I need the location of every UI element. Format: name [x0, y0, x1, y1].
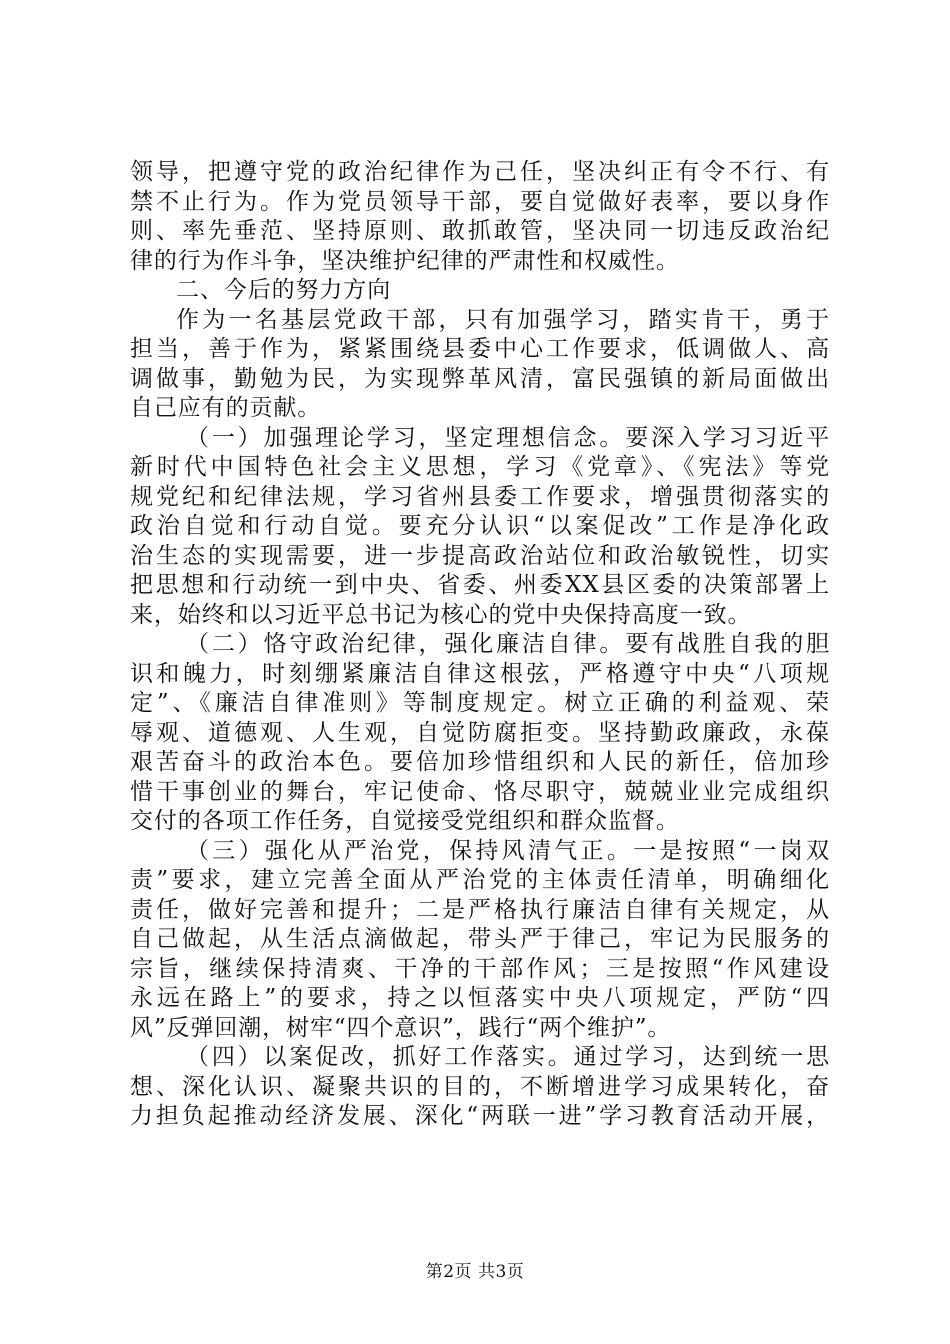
text-line: 担当，善于作为，紧紧围绕县委中心工作要求，低调做人、高: [130, 336, 830, 362]
text-line: 二、今后的努力方向: [176, 277, 392, 303]
text-line: 治生态的实现需要，进一步提高政治站位和政治敏锐性，切实: [130, 542, 830, 569]
text-line: 则、率先垂范、坚持原则、敢抓敢管，坚决同一切违反政治纪: [130, 218, 830, 244]
text-line: 力担负起推动经济发展、深化“两联一进”学习教育活动开展，: [130, 1103, 830, 1129]
document-body: [130, 158, 830, 1132]
text-line: 新时代中国特色社会主义思想，学习《党章》、《宪法》等党: [130, 454, 830, 480]
text-line: 艰苦奋斗的政治本色。要倍加珍惜组织和人民的新任，倍加珍: [130, 749, 830, 775]
text-line: 责任，做好完善和提升；二是严格执行廉洁自律有关规定，从: [130, 896, 830, 923]
text-line: 风”反弹回潮，树牢“四个意识”，践行“两个维护”。: [130, 1014, 672, 1041]
text-line: （三）强化从严治党，保持风清气正。一是按照“一岗双: [186, 837, 830, 864]
text-line: 宗旨，继续保持清爽、干净的干部作风；三是按照“作风建设: [130, 955, 830, 982]
text-line: 把思想和行动统一到中央、省委、州委XX县区委的决策部署上: [130, 572, 830, 598]
text-line: 调做事，勤勉为民，为实现弊革风清，富民强镇的新局面做出: [130, 365, 830, 392]
text-line: 禁不止行为。作为党员领导干部，要自觉做好表率，要以身作: [130, 188, 830, 215]
text-line: 作为一名基层党政干部，只有加强学习，踏实肯干，勇于: [176, 306, 830, 333]
text-line: （二）恪守政治纪律，强化廉洁自律。要有战胜自我的胆: [186, 631, 830, 657]
text-line: 惜干事创业的舞台，牢记使命、恪尽职守，兢兢业业完成组织: [130, 778, 830, 805]
text-line: 政治自觉和行动自觉。要充分认识“以案促改”工作是净化政: [130, 513, 830, 539]
text-line: 想、深化认识、凝聚共识的目的，不断增进学习成果转化，奋: [130, 1073, 830, 1100]
text-line: 定”、《廉洁自律准则》等制度规定。树立正确的利益观、荣: [130, 690, 830, 716]
page-footer: [0, 1262, 950, 1282]
text-line: 自己应有的贡献。: [130, 395, 322, 421]
text-line: 交付的各项工作任务，自觉接受党组织和群众监督。: [130, 808, 680, 834]
page-number-label: 第2页 共3页: [425, 1262, 525, 1282]
text-line: 永远在路上”的要求，持之以恒落实中央八项规定，严防“四: [130, 985, 830, 1011]
text-line: 来，始终和以习近平总书记为核心的党中央保持高度一致。: [130, 601, 752, 628]
text-line: （一）加强理论学习，坚定理想信念。要深入学习习近平: [186, 424, 830, 451]
text-line: 律的行为作斗争，坚决维护纪律的严肃性和权威性。: [130, 247, 680, 274]
text-line: （四）以案促改，抓好工作落实。通过学习，达到统一思: [186, 1044, 830, 1070]
text-line: 自己做起，从生活点滴做起，带头严于律己，牢记为民服务的: [130, 926, 830, 952]
text-line: 责”要求，建立完善全面从严治党的主体责任清单，明确细化: [130, 867, 830, 893]
text-line: 规党纪和纪律法规，学习省州县委工作要求，增强贯彻落实的: [130, 483, 830, 510]
text-line: 识和魄力，时刻绷紧廉洁自律这根弦，严格遵守中央“八项规: [130, 660, 830, 687]
text-line: 领导，把遵守党的政治纪律作为己任，坚决纠正有令不行、有: [130, 159, 830, 185]
text-line: 辱观、道德观、人生观，自觉防腐拒变。坚持勤政廉政，永葆: [130, 719, 830, 746]
